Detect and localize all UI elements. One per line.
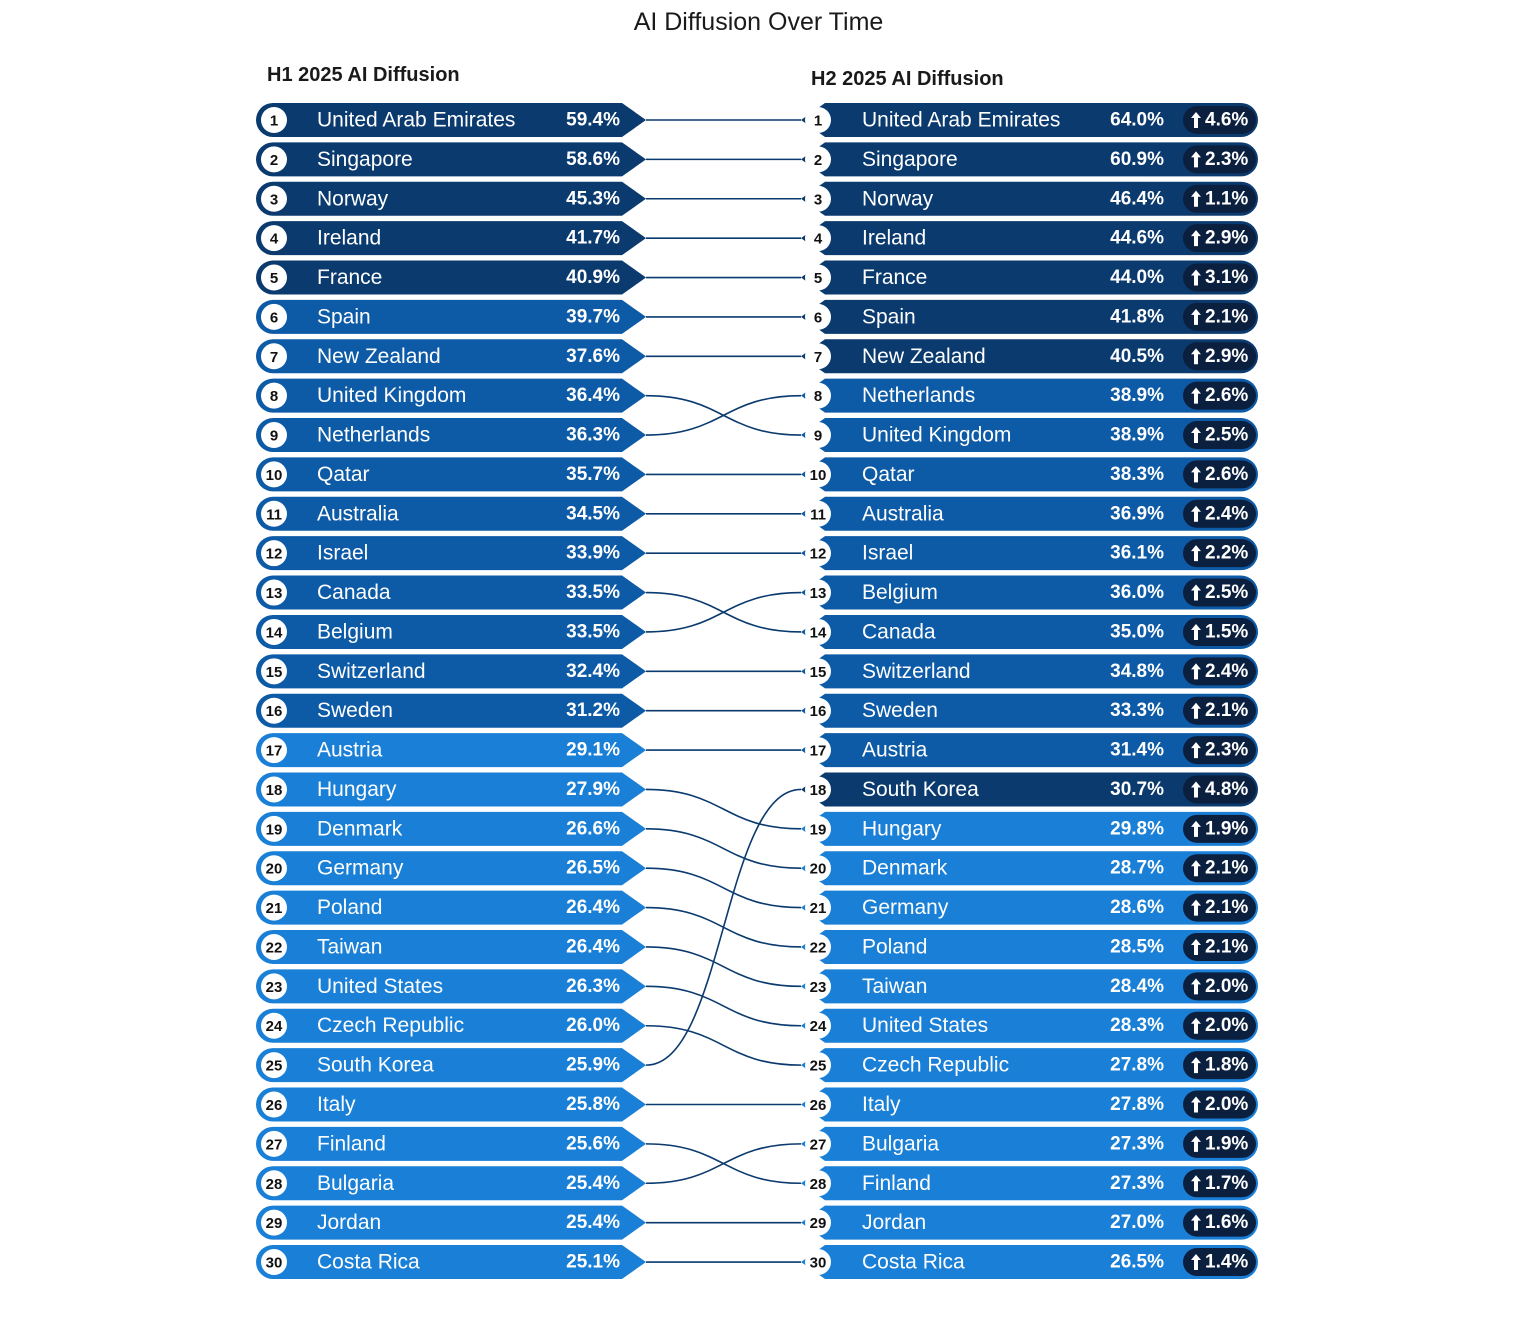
h1-row bbox=[256, 221, 646, 255]
country-label: Israel bbox=[862, 541, 914, 565]
value-label: 31.4% bbox=[1110, 739, 1164, 761]
h1-row bbox=[256, 103, 646, 137]
rank-number: 3 bbox=[269, 191, 279, 209]
link-netherlands bbox=[646, 396, 801, 435]
value-label: 26.5% bbox=[1110, 1251, 1164, 1273]
country-label: Denmark bbox=[317, 817, 403, 841]
h2-row bbox=[801, 103, 1258, 137]
link-denmark bbox=[646, 829, 801, 868]
value-label: 27.3% bbox=[1110, 1172, 1164, 1194]
country-label: Italy bbox=[862, 1093, 901, 1116]
link-united-states bbox=[646, 986, 801, 1025]
link-bulgaria bbox=[646, 1144, 801, 1183]
change-label: 1.5% bbox=[1205, 621, 1249, 643]
change-label: 2.6% bbox=[1205, 385, 1249, 407]
h1-row bbox=[256, 694, 646, 728]
country-label: Switzerland bbox=[862, 659, 971, 683]
value-label: 45.3% bbox=[566, 188, 620, 210]
link-taiwan bbox=[646, 947, 801, 986]
value-label: 31.2% bbox=[566, 700, 620, 722]
h2-row bbox=[801, 1127, 1258, 1161]
change-label: 2.6% bbox=[1205, 463, 1249, 485]
country-label: Hungary bbox=[317, 777, 397, 801]
h2-row bbox=[801, 1048, 1258, 1082]
h2-row bbox=[801, 851, 1258, 885]
value-label: 37.6% bbox=[566, 345, 620, 367]
value-label: 58.6% bbox=[566, 148, 620, 170]
country-label: Jordan bbox=[317, 1211, 382, 1235]
h2-column-heading: H2 2025 AI Diffusion bbox=[811, 68, 1004, 90]
country-label: Ireland bbox=[862, 226, 927, 250]
rank-number: 18 bbox=[809, 781, 827, 799]
value-label: 26.6% bbox=[566, 818, 620, 840]
rank-number: 29 bbox=[265, 1215, 283, 1233]
country-label: Germany bbox=[317, 856, 404, 880]
country-label: Canada bbox=[317, 581, 391, 605]
country-label: South Korea bbox=[862, 777, 979, 801]
country-label: Austria bbox=[317, 738, 383, 762]
rank-number: 20 bbox=[265, 860, 283, 878]
h1-row bbox=[256, 772, 646, 806]
change-label: 2.1% bbox=[1205, 936, 1249, 958]
country-label: Bulgaria bbox=[317, 1171, 395, 1195]
h2-row bbox=[801, 418, 1258, 452]
h1-row bbox=[256, 182, 646, 216]
h1-row bbox=[256, 615, 646, 649]
change-label: 4.6% bbox=[1205, 109, 1249, 131]
h2-row bbox=[801, 457, 1258, 491]
country-label: Spain bbox=[317, 305, 371, 329]
h1-row bbox=[256, 1009, 646, 1043]
change-label: 2.1% bbox=[1205, 306, 1249, 328]
value-label: 28.6% bbox=[1110, 897, 1164, 919]
rank-number: 13 bbox=[265, 585, 283, 603]
value-label: 36.0% bbox=[1110, 582, 1164, 604]
value-label: 44.6% bbox=[1110, 227, 1164, 249]
h1-row bbox=[256, 261, 646, 295]
value-label: 25.4% bbox=[566, 1212, 620, 1234]
h1-row bbox=[256, 891, 646, 925]
country-label: Spain bbox=[862, 305, 916, 329]
country-label: Singapore bbox=[862, 147, 958, 171]
rank-number: 6 bbox=[813, 309, 823, 327]
h1-row bbox=[256, 1127, 646, 1161]
value-label: 36.9% bbox=[1110, 503, 1164, 525]
change-label: 3.1% bbox=[1205, 267, 1249, 289]
h2-row bbox=[801, 891, 1258, 925]
value-label: 36.4% bbox=[566, 385, 620, 407]
rank-number: 17 bbox=[809, 742, 827, 760]
change-label: 1.7% bbox=[1205, 1172, 1249, 1194]
rank-number: 13 bbox=[809, 585, 827, 603]
country-label: Italy bbox=[317, 1093, 356, 1116]
h2-row bbox=[801, 1088, 1258, 1122]
rank-number: 24 bbox=[809, 1018, 827, 1036]
value-label: 36.1% bbox=[1110, 542, 1164, 564]
value-label: 35.0% bbox=[1110, 621, 1164, 643]
country-label: Belgium bbox=[862, 581, 938, 605]
h2-row bbox=[801, 142, 1258, 176]
change-label: 2.5% bbox=[1205, 424, 1249, 446]
link-belgium bbox=[646, 593, 801, 632]
value-label: 41.7% bbox=[566, 227, 620, 249]
h2-rows bbox=[801, 103, 1258, 1279]
rank-number: 1 bbox=[813, 112, 823, 130]
rank-links bbox=[646, 120, 801, 1262]
rank-number: 19 bbox=[265, 821, 283, 839]
h1-row bbox=[256, 418, 646, 452]
value-label: 39.7% bbox=[566, 306, 620, 328]
h2-row bbox=[801, 930, 1258, 964]
value-label: 35.7% bbox=[566, 463, 620, 485]
value-label: 36.3% bbox=[566, 424, 620, 446]
change-label: 2.3% bbox=[1205, 739, 1249, 761]
value-label: 26.5% bbox=[566, 857, 620, 879]
rank-number: 17 bbox=[265, 742, 283, 760]
value-label: 38.9% bbox=[1110, 424, 1164, 446]
country-label: Taiwan bbox=[317, 935, 383, 959]
h2-row bbox=[801, 182, 1258, 216]
rank-number: 28 bbox=[809, 1175, 827, 1193]
country-label: Israel bbox=[317, 541, 369, 565]
rank-number: 18 bbox=[265, 781, 283, 799]
rank-number: 15 bbox=[265, 663, 283, 681]
h1-row bbox=[256, 576, 646, 610]
rank-number: 29 bbox=[809, 1215, 827, 1233]
country-label: Netherlands bbox=[317, 423, 431, 447]
h1-row bbox=[256, 654, 646, 688]
country-label: South Korea bbox=[317, 1053, 434, 1077]
country-label: Poland bbox=[862, 935, 928, 959]
value-label: 30.7% bbox=[1110, 778, 1164, 800]
value-label: 26.0% bbox=[566, 1015, 620, 1037]
rank-number: 27 bbox=[265, 1136, 283, 1154]
h1-column-heading: H1 2025 AI Diffusion bbox=[267, 64, 460, 86]
country-label: Norway bbox=[317, 187, 389, 211]
country-label: United Arab Emirates bbox=[862, 108, 1061, 132]
value-label: 25.8% bbox=[566, 1094, 620, 1115]
value-label: 27.8% bbox=[1110, 1054, 1164, 1076]
h2-row bbox=[801, 261, 1258, 295]
country-label: Hungary bbox=[862, 817, 942, 841]
h1-row bbox=[256, 1166, 646, 1200]
h1-rows bbox=[256, 103, 646, 1279]
h2-row bbox=[801, 1009, 1258, 1043]
country-label: Finland bbox=[862, 1171, 931, 1195]
rank-number: 2 bbox=[813, 151, 823, 169]
country-label: Czech Republic bbox=[862, 1053, 1010, 1077]
rank-number: 10 bbox=[265, 466, 283, 484]
rank-number: 20 bbox=[809, 860, 827, 878]
h2-row bbox=[801, 1166, 1258, 1200]
value-label: 29.1% bbox=[566, 739, 620, 761]
h2-row bbox=[801, 694, 1258, 728]
value-label: 46.4% bbox=[1110, 188, 1164, 210]
h2-row bbox=[801, 1245, 1258, 1279]
value-label: 26.4% bbox=[566, 897, 620, 919]
country-label: Switzerland bbox=[317, 659, 426, 683]
rank-number: 23 bbox=[265, 978, 283, 996]
change-label: 2.9% bbox=[1205, 227, 1249, 249]
rank-number: 25 bbox=[265, 1057, 283, 1075]
rank-number: 11 bbox=[266, 506, 282, 524]
value-label: 27.8% bbox=[1110, 1094, 1164, 1115]
value-label: 27.3% bbox=[1110, 1133, 1164, 1155]
rank-number: 14 bbox=[809, 624, 827, 642]
country-label: France bbox=[317, 266, 383, 290]
rank-number: 30 bbox=[265, 1254, 283, 1272]
h1-row bbox=[256, 1206, 646, 1240]
country-label: France bbox=[862, 266, 928, 290]
country-label: Costa Rica bbox=[317, 1250, 420, 1274]
h2-row bbox=[801, 497, 1258, 531]
value-label: 25.9% bbox=[566, 1054, 620, 1076]
rank-number: 22 bbox=[265, 939, 283, 957]
change-label: 2.1% bbox=[1205, 700, 1249, 722]
country-label: Canada bbox=[862, 620, 936, 644]
rank-number: 16 bbox=[809, 703, 827, 721]
h2-row bbox=[801, 536, 1258, 570]
country-label: Taiwan bbox=[862, 974, 928, 998]
h1-row bbox=[256, 930, 646, 964]
rank-number: 21 bbox=[809, 900, 827, 918]
value-label: 40.5% bbox=[1110, 345, 1164, 367]
h2-row bbox=[801, 733, 1258, 767]
rank-number: 6 bbox=[269, 309, 279, 327]
rank-number: 12 bbox=[265, 545, 283, 563]
country-label: New Zealand bbox=[317, 344, 441, 368]
country-label: United Kingdom bbox=[862, 423, 1012, 447]
country-label: Australia bbox=[317, 502, 399, 526]
h2-row bbox=[801, 339, 1258, 373]
country-label: Qatar bbox=[862, 462, 915, 486]
h2-row bbox=[801, 221, 1258, 255]
h1-row bbox=[256, 379, 646, 413]
rank-number: 5 bbox=[269, 270, 279, 288]
rank-number: 16 bbox=[265, 703, 283, 721]
rank-number: 21 bbox=[265, 900, 283, 918]
change-label: 2.0% bbox=[1205, 1015, 1249, 1037]
h1-row bbox=[256, 1048, 646, 1082]
change-label: 2.4% bbox=[1205, 660, 1249, 682]
country-label: Sweden bbox=[862, 699, 938, 723]
change-label: 2.0% bbox=[1205, 1094, 1249, 1115]
country-label: United States bbox=[862, 1014, 989, 1038]
rank-number: 25 bbox=[809, 1057, 827, 1075]
rank-number: 26 bbox=[809, 1097, 827, 1114]
rank-number: 4 bbox=[813, 230, 823, 248]
country-label: Poland bbox=[317, 896, 383, 920]
h1-row bbox=[256, 142, 646, 176]
chart-title: AI Diffusion Over Time bbox=[633, 8, 884, 36]
change-label: 1.4% bbox=[1205, 1251, 1249, 1273]
rank-number: 10 bbox=[809, 466, 827, 484]
h1-row bbox=[256, 536, 646, 570]
h2-row bbox=[801, 969, 1258, 1003]
country-label: Jordan bbox=[862, 1211, 927, 1235]
h2-row bbox=[801, 772, 1258, 806]
value-label: 26.3% bbox=[566, 975, 620, 997]
h2-row bbox=[801, 615, 1258, 649]
h1-row bbox=[256, 300, 646, 334]
value-label: 28.3% bbox=[1110, 1015, 1164, 1037]
rank-number: 3 bbox=[813, 191, 823, 209]
value-label: 44.0% bbox=[1110, 267, 1164, 289]
change-label: 4.8% bbox=[1205, 778, 1249, 800]
rank-number: 9 bbox=[269, 427, 279, 445]
country-label: Belgium bbox=[317, 620, 393, 644]
h1-row bbox=[256, 851, 646, 885]
h2-row bbox=[801, 576, 1258, 610]
change-label: 1.9% bbox=[1205, 818, 1249, 840]
change-label: 2.5% bbox=[1205, 582, 1249, 604]
country-label: Singapore bbox=[317, 147, 413, 171]
value-label: 40.9% bbox=[566, 267, 620, 289]
link-germany bbox=[646, 868, 801, 907]
value-label: 64.0% bbox=[1110, 109, 1164, 131]
rank-number: 2 bbox=[269, 151, 279, 169]
h2-row bbox=[801, 812, 1258, 846]
rank-number: 8 bbox=[813, 388, 823, 406]
country-label: Ireland bbox=[317, 226, 382, 250]
value-label: 33.9% bbox=[566, 542, 620, 564]
h2-row bbox=[801, 1206, 1258, 1240]
country-label: Qatar bbox=[317, 462, 370, 486]
rank-number: 1 bbox=[269, 112, 279, 130]
change-label: 2.1% bbox=[1205, 897, 1249, 919]
rank-number: 11 bbox=[810, 506, 826, 524]
rank-number: 9 bbox=[813, 427, 823, 445]
change-label: 2.3% bbox=[1205, 148, 1249, 170]
change-label: 2.9% bbox=[1205, 345, 1249, 367]
value-label: 28.7% bbox=[1110, 857, 1164, 879]
rank-number: 24 bbox=[265, 1018, 283, 1036]
value-label: 33.3% bbox=[1110, 700, 1164, 722]
rank-number: 15 bbox=[809, 663, 827, 681]
rank-number: 12 bbox=[809, 545, 827, 563]
h1-row bbox=[256, 733, 646, 767]
value-label: 60.9% bbox=[1110, 148, 1164, 170]
rank-number: 7 bbox=[269, 348, 279, 366]
rank-number: 27 bbox=[809, 1136, 827, 1154]
country-label: Netherlands bbox=[862, 384, 976, 408]
value-label: 27.0% bbox=[1110, 1212, 1164, 1234]
value-label: 34.8% bbox=[1110, 660, 1164, 682]
change-label: 1.6% bbox=[1205, 1212, 1249, 1234]
value-label: 28.5% bbox=[1110, 936, 1164, 958]
change-label: 2.4% bbox=[1205, 503, 1249, 525]
h1-row bbox=[256, 1245, 646, 1279]
link-czech-republic bbox=[646, 1026, 801, 1065]
country-label: Bulgaria bbox=[862, 1132, 940, 1156]
country-label: United Arab Emirates bbox=[317, 108, 516, 132]
value-label: 38.9% bbox=[1110, 385, 1164, 407]
rank-number: 7 bbox=[813, 348, 823, 366]
h2-row bbox=[801, 654, 1258, 688]
value-label: 33.5% bbox=[566, 621, 620, 643]
change-label: 1.9% bbox=[1205, 1133, 1249, 1155]
country-label: Norway bbox=[862, 187, 934, 211]
country-label: Sweden bbox=[317, 699, 393, 723]
value-label: 59.4% bbox=[566, 109, 620, 131]
rank-number: 30 bbox=[809, 1254, 827, 1272]
rank-number: 8 bbox=[269, 388, 279, 406]
value-label: 28.4% bbox=[1110, 975, 1164, 997]
h1-row bbox=[256, 969, 646, 1003]
country-label: Denmark bbox=[862, 856, 948, 880]
country-label: Australia bbox=[862, 502, 944, 526]
h1-row bbox=[256, 812, 646, 846]
value-label: 26.4% bbox=[566, 936, 620, 958]
change-label: 2.0% bbox=[1205, 975, 1249, 997]
value-label: 25.4% bbox=[566, 1172, 620, 1194]
country-label: Czech Republic bbox=[317, 1014, 465, 1038]
rank-number: 26 bbox=[265, 1097, 283, 1114]
value-label: 25.1% bbox=[566, 1251, 620, 1273]
rank-number: 5 bbox=[813, 270, 823, 288]
h1-row bbox=[256, 339, 646, 373]
link-hungary bbox=[646, 789, 801, 828]
value-label: 34.5% bbox=[566, 503, 620, 525]
h2-row bbox=[801, 300, 1258, 334]
change-label: 1.1% bbox=[1205, 188, 1249, 210]
change-label: 2.2% bbox=[1205, 542, 1249, 564]
h1-row bbox=[256, 1088, 646, 1122]
value-label: 29.8% bbox=[1110, 818, 1164, 840]
rank-number: 22 bbox=[809, 939, 827, 957]
country-label: Finland bbox=[317, 1132, 386, 1156]
rank-number: 23 bbox=[809, 978, 827, 996]
rank-number: 28 bbox=[265, 1175, 283, 1193]
country-label: Austria bbox=[862, 738, 928, 762]
value-label: 32.4% bbox=[566, 660, 620, 682]
h1-row bbox=[256, 497, 646, 531]
country-label: New Zealand bbox=[862, 344, 986, 368]
rank-number: 19 bbox=[809, 821, 827, 839]
rank-number: 14 bbox=[265, 624, 283, 642]
value-label: 38.3% bbox=[1110, 463, 1164, 485]
value-label: 27.9% bbox=[566, 778, 620, 800]
country-label: United Kingdom bbox=[317, 384, 467, 408]
country-label: United States bbox=[317, 974, 444, 998]
change-label: 2.1% bbox=[1205, 857, 1249, 879]
h2-row bbox=[801, 379, 1258, 413]
country-label: Costa Rica bbox=[862, 1250, 965, 1274]
value-label: 25.6% bbox=[566, 1133, 620, 1155]
change-label: 1.8% bbox=[1205, 1054, 1249, 1076]
value-label: 41.8% bbox=[1110, 306, 1164, 328]
value-label: 33.5% bbox=[566, 582, 620, 604]
country-label: Germany bbox=[862, 896, 949, 920]
rank-number: 4 bbox=[269, 230, 279, 248]
h1-row bbox=[256, 457, 646, 491]
